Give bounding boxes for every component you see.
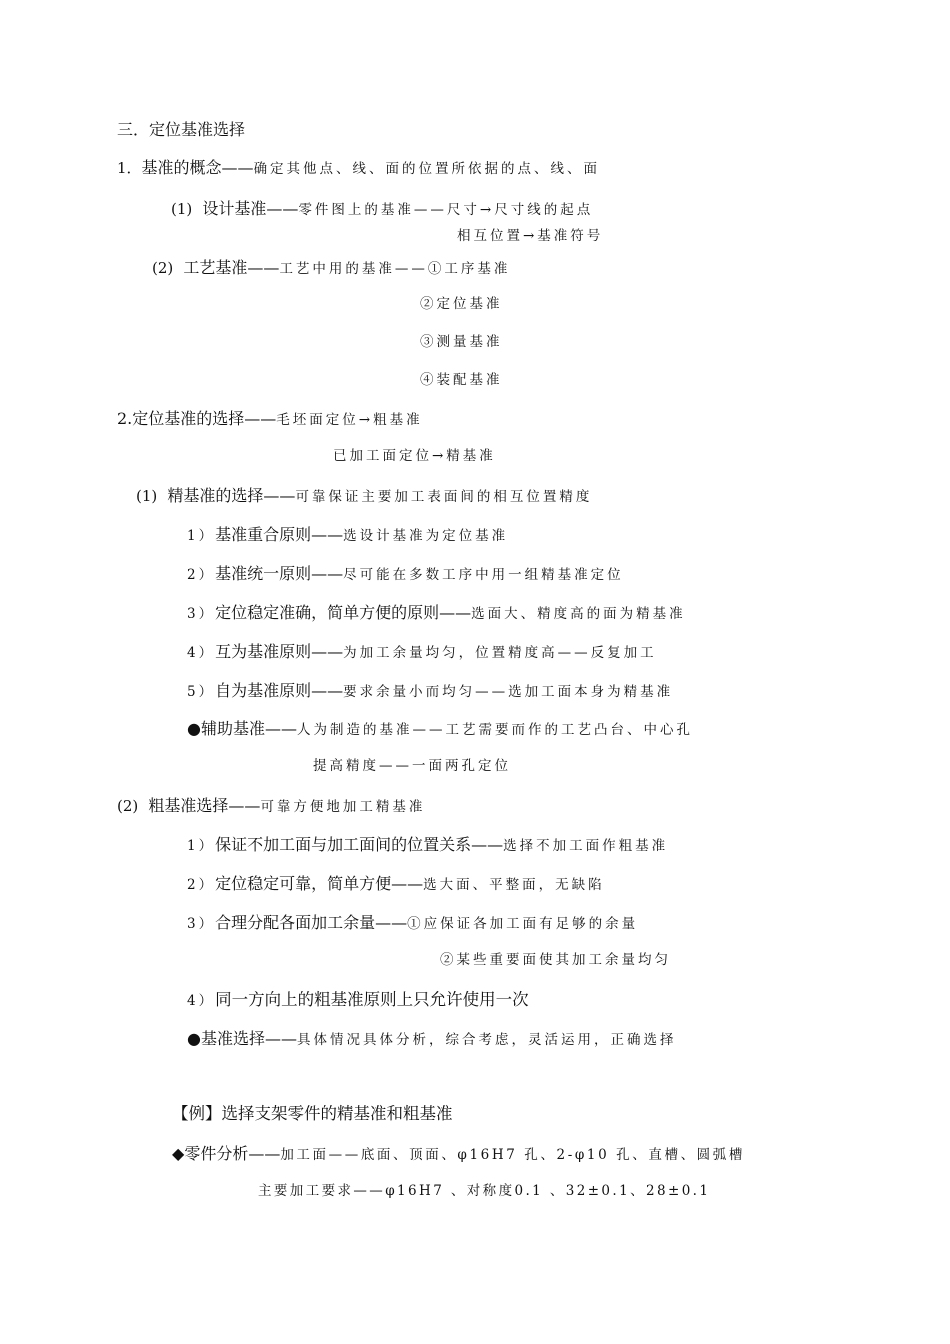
rule-text: 选大面、平整面，无缺陷 — [423, 877, 605, 893]
part-analysis-line-2: 主要加工要求——φ16H7 、对称度0.1 、32±0.1、28±0.1 — [258, 1183, 711, 1199]
item-number: (2) — [152, 259, 174, 277]
rule-heading: 保证不加工面与加工面间的位置关系—— — [215, 835, 504, 854]
aux-datum-line-2: 提高精度——一面两孔定位 — [313, 758, 511, 774]
rule-number: 1） — [187, 528, 216, 544]
rule-number: 5） — [187, 684, 216, 700]
rule-text: 选择不加工面作粗基准 — [503, 838, 669, 854]
item-heading: 基准的概念—— — [141, 158, 254, 177]
item-text: 人为制造的基准——工艺需要而作的工艺凸台、中心孔 — [296, 722, 693, 738]
fine-rule — [187, 605, 686, 622]
fine-datum-heading — [136, 488, 592, 505]
rule-number: 3） — [187, 606, 216, 622]
rule-number: 2） — [187, 567, 216, 583]
design-datum-line-2: 相互位置→基准符号 — [457, 228, 604, 244]
rule-text: 要求余量小而均匀——选加工面本身为精基准 — [343, 684, 674, 700]
bullet-icon: ● — [187, 719, 201, 738]
aux-datum-line — [187, 721, 693, 738]
rule-text: ①应保证各加工面有足够的余量 — [407, 916, 639, 932]
rule-heading: 基准重合原则—— — [215, 525, 344, 544]
rough-rule-3-line-2: ②某些重要面使其加工余量均匀 — [440, 952, 671, 968]
process-datum-item: ③测量基准 — [420, 334, 503, 350]
item-heading: 设计基准—— — [202, 199, 299, 218]
rough-datum-heading — [117, 798, 425, 815]
item-text: 可靠保证主要加工表面间的相互位置精度 — [295, 489, 593, 505]
rule-number: 4） — [187, 993, 216, 1009]
item-number: (1) — [136, 487, 158, 505]
item-heading: 粗基准选择—— — [148, 796, 261, 815]
item-text: 确定其他点、线、面的位置所依据的点、线、面 — [253, 161, 601, 177]
rule-text: 为加工余量均匀，位置精度高——反复加工 — [343, 645, 657, 661]
rule-heading: 合理分配各面加工余量—— — [215, 913, 408, 932]
item-text: 毛坯面定位→粗基准 — [276, 412, 423, 428]
item-text: 可靠方便地加工精基准 — [260, 799, 426, 815]
rough-rule — [187, 915, 638, 932]
item-text: 零件图上的基准——尺寸→尺寸线的起点 — [298, 202, 594, 218]
example-title: 【例】选择支架零件的精基准和粗基准 — [172, 1104, 453, 1123]
fine-rule — [187, 566, 624, 583]
fine-rule — [187, 683, 673, 700]
item-heading: 辅助基准—— — [200, 719, 297, 738]
item-heading: 精基准的选择—— — [167, 486, 296, 505]
rule-text: 选设计基准为定位基准 — [343, 528, 509, 544]
item-text: 加工面——底面、顶面、φ16H7 孔、2-φ10 孔、直槽、圆弧槽 — [280, 1147, 745, 1163]
process-datum-item: ②定位基准 — [420, 296, 503, 312]
rule-number: 2） — [187, 877, 216, 893]
selection-line — [117, 411, 423, 428]
rule-heading: 自为基准原则—— — [215, 681, 344, 700]
item-number: (2) — [117, 797, 139, 815]
item-text: 工艺中用的基准——①工序基准 — [279, 261, 511, 277]
item-heading: 基准选择—— — [200, 1029, 297, 1048]
item-heading: 工艺基准—— — [183, 258, 280, 277]
rough-rule — [187, 992, 529, 1009]
rule-number: 4） — [187, 645, 216, 661]
item-number: (1) — [171, 200, 193, 218]
rule-number: 3） — [187, 916, 216, 932]
rule-heading: 定位稳定可靠，简单方便—— — [215, 874, 424, 893]
selection-line-2: 已加工面定位→精基准 — [333, 448, 496, 464]
rule-text: 尽可能在多数工序中用一组精基准定位 — [343, 567, 624, 583]
item-heading: 零件分析—— — [184, 1144, 281, 1163]
part-analysis-line — [172, 1146, 745, 1163]
process-datum-item: ④装配基准 — [420, 372, 503, 388]
item-text: 具体情况具体分析，综合考虑，灵活运用，正确选择 — [296, 1032, 677, 1048]
bullet-icon: ● — [187, 1029, 201, 1048]
diamond-bullet-icon: ◆ — [172, 1144, 185, 1163]
item-number: 1． — [117, 159, 142, 177]
concept-line — [117, 160, 600, 177]
fine-rule — [187, 527, 508, 544]
process-datum-line — [152, 260, 510, 277]
rule-heading: 基准统一原则—— — [215, 564, 344, 583]
section-title: 三．定位基准选择 — [117, 120, 246, 139]
rule-heading: 互为基准原则—— — [215, 642, 344, 661]
rule-heading: 同一方向上的粗基准原则上只允许使用一次 — [215, 990, 529, 1009]
rough-rule — [187, 837, 668, 854]
rule-text: 选面大、精度高的面为精基准 — [471, 606, 686, 622]
rough-rule — [187, 876, 605, 893]
rule-heading: 定位稳定准确，简单方便的原则—— — [215, 603, 472, 622]
item-heading: 2.定位基准的选择—— — [117, 409, 277, 428]
fine-rule — [187, 644, 657, 661]
rule-number: 1） — [187, 838, 216, 854]
design-datum-line — [171, 201, 593, 218]
summary-line — [187, 1031, 676, 1048]
